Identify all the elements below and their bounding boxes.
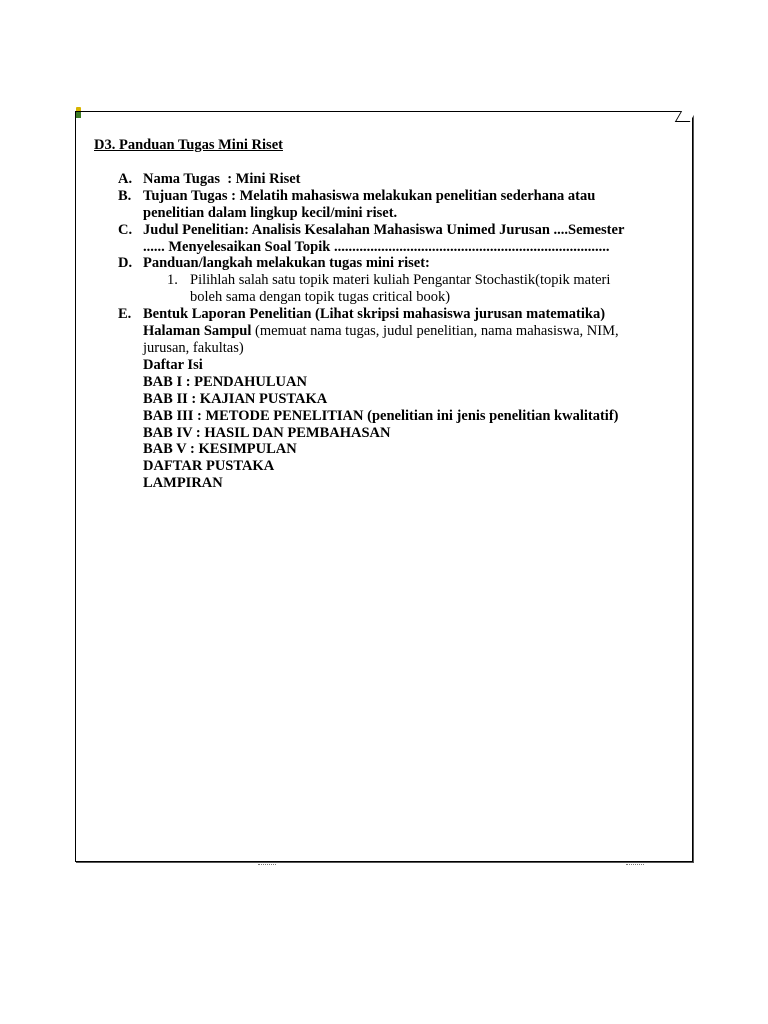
sub-list-marker: 1. bbox=[167, 272, 178, 289]
chapter-5: BAB V : KESIMPULAN bbox=[143, 441, 297, 458]
list-marker: C. bbox=[118, 221, 133, 238]
list-item-text: Panduan/langkah melakukan tugas mini riset: bbox=[143, 255, 430, 272]
list-item-line: Judul Penelitian: Analisis Kesalahan Mahasiswa Unimed Jurusan ....Semester bbox=[143, 221, 625, 238]
report-structure bbox=[94, 323, 674, 492]
section-heading: D3. Panduan Tugas Mini Riset bbox=[94, 137, 283, 153]
cover-line bbox=[143, 323, 674, 340]
chapter-2: BAB II : KAJIAN PUSTAKA bbox=[143, 390, 328, 407]
folded-corner-icon bbox=[675, 111, 696, 122]
sub-list-line: boleh sama dengan topik tugas critical book) bbox=[190, 289, 451, 306]
appendix-label: LAMPIRAN bbox=[143, 475, 223, 492]
list-marker: E. bbox=[118, 306, 132, 323]
list-item-d bbox=[94, 255, 674, 272]
list-marker: A. bbox=[118, 170, 133, 187]
list-item-line: penelitian dalam lingkup kecil/mini riset. bbox=[143, 204, 398, 221]
list-marker: D. bbox=[118, 255, 133, 272]
bibliography-label: DAFTAR PUSTAKA bbox=[143, 458, 275, 475]
footer-tick bbox=[258, 858, 276, 865]
list-item-text: Nama Tugas : Mini Riset bbox=[143, 170, 301, 187]
sub-list-item-1 bbox=[94, 272, 674, 306]
list-item-e bbox=[94, 306, 674, 323]
chapter-3: BAB III : METODE PENELITIAN (penelitian ini jenis penelitian kwalitatif) bbox=[143, 407, 619, 424]
footer-tick bbox=[626, 858, 644, 865]
list-item-line: Tujuan Tugas : Melatih mahasiswa melakukan penelitian sederhana atau bbox=[143, 187, 596, 204]
cover-label: Halaman Sampul bbox=[143, 323, 252, 340]
list-item-c bbox=[94, 222, 674, 256]
sub-list-line: Pilihlah salah satu topik materi kuliah Pengantar Stochastik(topik materi bbox=[190, 272, 611, 289]
cover-description-cont: jurusan, fakultas) bbox=[143, 339, 244, 356]
list-item-b bbox=[94, 188, 674, 222]
toc-label: Daftar Isi bbox=[143, 356, 203, 373]
cover-description: (memuat nama tugas, judul penelitian, nama mahasiswa, NIM, bbox=[251, 323, 619, 340]
list-item-line: ...... Menyelesaikan Soal Topik ............................................................................ bbox=[143, 238, 610, 255]
chapter-4: BAB IV : HASIL DAN PEMBAHASAN bbox=[143, 424, 391, 441]
list-item-text: Bentuk Laporan Penelitian (Lihat skripsi mahasiswa jurusan matematika) bbox=[143, 306, 606, 323]
document-body bbox=[94, 137, 674, 492]
chapter-1: BAB I : PENDAHULUAN bbox=[143, 373, 307, 390]
list-marker: B. bbox=[118, 187, 132, 204]
list-item-a bbox=[94, 171, 674, 188]
